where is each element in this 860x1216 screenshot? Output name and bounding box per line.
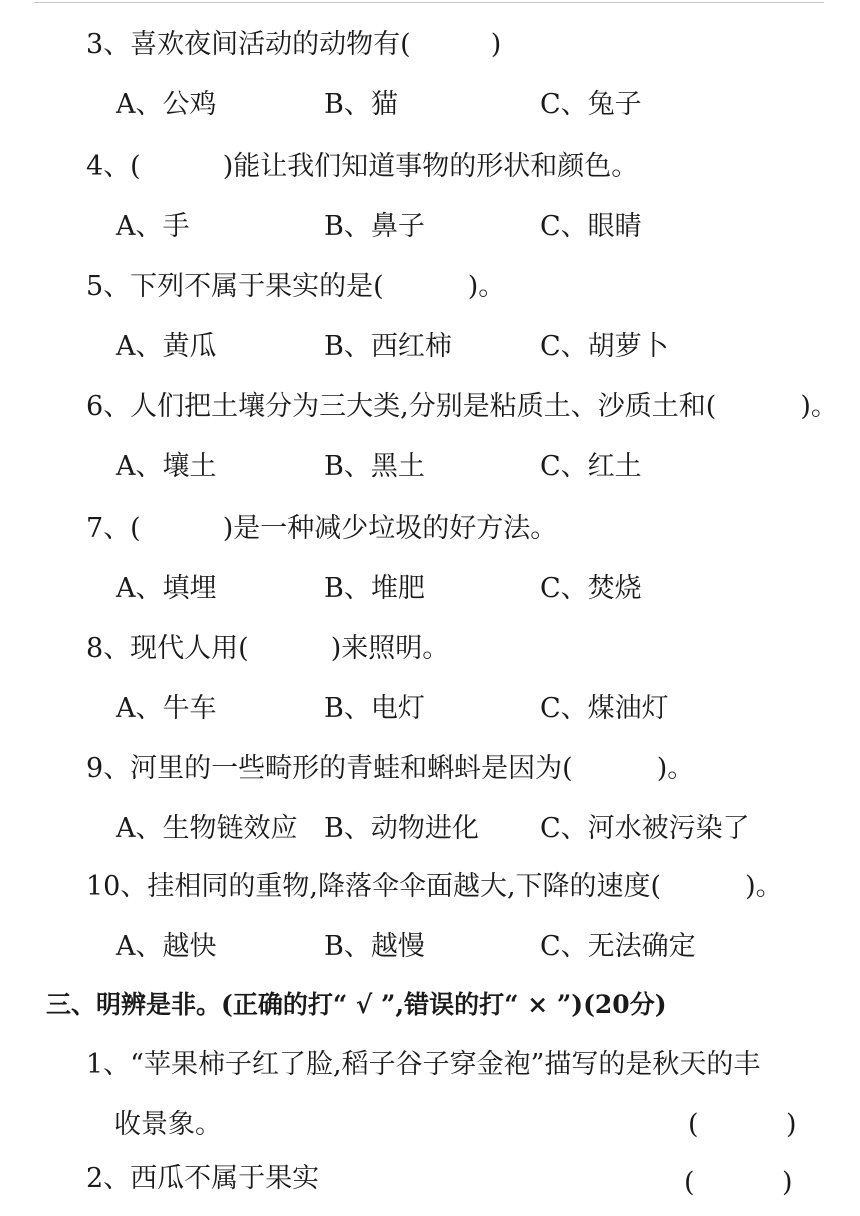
question-number: 4 xyxy=(86,151,104,182)
section-3-heading: 三、明辨是非。(正确的打“ √ ”,错误的打“ × ”)(20分) xyxy=(46,990,667,1019)
question-7-option-b: B、堆肥 xyxy=(324,573,425,604)
question-8 xyxy=(86,632,449,666)
question-6-option-b: B、黑土 xyxy=(324,451,425,482)
question-number: 8 xyxy=(86,633,104,664)
question-text-after-blank: )。 xyxy=(467,271,506,302)
question-text-after-blank: )。 xyxy=(656,753,695,784)
question-text-after-blank: )能让我们知道事物的形状和颜色。 xyxy=(222,151,639,182)
judge-item-2-close-paren: ) xyxy=(782,1167,793,1198)
question-4-option-c: C、眼睛 xyxy=(540,211,642,242)
question-text-before-blank: 、( xyxy=(103,151,141,182)
question-9-option-c: C、河水被污染了 xyxy=(540,813,750,844)
question-number: 6 xyxy=(86,391,104,422)
question-7-option-a: A、填埋 xyxy=(116,573,217,604)
question-7 xyxy=(86,512,557,546)
question-10 xyxy=(86,870,783,904)
question-6-option-a: A、壤土 xyxy=(116,451,217,482)
question-6 xyxy=(86,390,838,424)
question-9-option-a: A、生物链效应 xyxy=(116,813,298,844)
question-9 xyxy=(86,752,694,786)
question-text-before-blank: 、现代人用( xyxy=(103,633,249,664)
question-3 xyxy=(86,28,501,62)
question-number: 9 xyxy=(86,753,104,784)
question-8-option-c: C、煤油灯 xyxy=(540,693,669,724)
question-text-after-blank: ) xyxy=(490,29,502,60)
question-9-option-b: B、动物进化 xyxy=(324,813,479,844)
question-text-before-blank: 、人们把土壤分为三大类,分别是粘质土、沙质土和( xyxy=(103,391,717,422)
question-10-option-b: B、越慢 xyxy=(324,931,425,962)
question-5-option-a: A、黄瓜 xyxy=(116,331,217,362)
question-text-after-blank: )来照明。 xyxy=(330,633,450,664)
question-8-option-a: A、牛车 xyxy=(116,693,217,724)
question-text-after-blank: )是一种减少垃圾的好方法。 xyxy=(222,513,558,544)
top-rule xyxy=(34,2,824,3)
judge-item-1-line1: 1、“苹果柿子红了脸,稻子谷子穿金袍”描写的是秋天的丰 xyxy=(86,1049,761,1080)
question-text-before-blank: 、( xyxy=(103,513,141,544)
question-8-option-b: B、电灯 xyxy=(324,693,425,724)
question-text-after-blank: )。 xyxy=(745,871,783,902)
question-4-option-b: B、鼻子 xyxy=(324,211,425,242)
question-5 xyxy=(86,270,505,304)
question-3-option-c: C、兔子 xyxy=(540,89,642,120)
question-3-option-a: A、公鸡 xyxy=(116,89,217,120)
question-number: 5 xyxy=(86,271,104,302)
question-text-after-blank: )。 xyxy=(800,391,838,422)
question-10-option-c: C、无法确定 xyxy=(540,931,696,962)
question-7-option-c: C、焚烧 xyxy=(540,573,642,604)
judge-item-1-open-paren: ( xyxy=(688,1109,699,1140)
judge-item-1-close-paren: ) xyxy=(786,1109,797,1140)
judge-item-2-open-paren: ( xyxy=(684,1167,695,1198)
question-number: 7 xyxy=(86,513,104,544)
question-text-before-blank: 、下列不属于果实的是( xyxy=(103,271,384,302)
judge-item-2-text: 2、西瓜不属于果实 xyxy=(86,1163,320,1194)
judge-item-1-line2: 收景象。 xyxy=(114,1109,222,1140)
question-4 xyxy=(86,150,638,184)
question-4-option-a: A、手 xyxy=(116,211,190,242)
question-number: 10 xyxy=(86,871,121,902)
question-text-before-blank: 、河里的一些畸形的青蛙和蝌蚪是因为( xyxy=(103,753,573,784)
question-5-option-c: C、胡萝卜 xyxy=(540,331,669,362)
question-number: 3 xyxy=(86,29,104,60)
question-5-option-b: B、西红柿 xyxy=(324,331,452,362)
question-3-option-b: B、猫 xyxy=(324,89,398,120)
question-text-before-blank: 、挂相同的重物,降落伞伞面越大,下降的速度( xyxy=(120,871,662,902)
question-text-before-blank: 、喜欢夜间活动的动物有( xyxy=(103,29,411,60)
question-10-option-a: A、越快 xyxy=(116,931,217,962)
question-6-option-c: C、红土 xyxy=(540,451,642,482)
